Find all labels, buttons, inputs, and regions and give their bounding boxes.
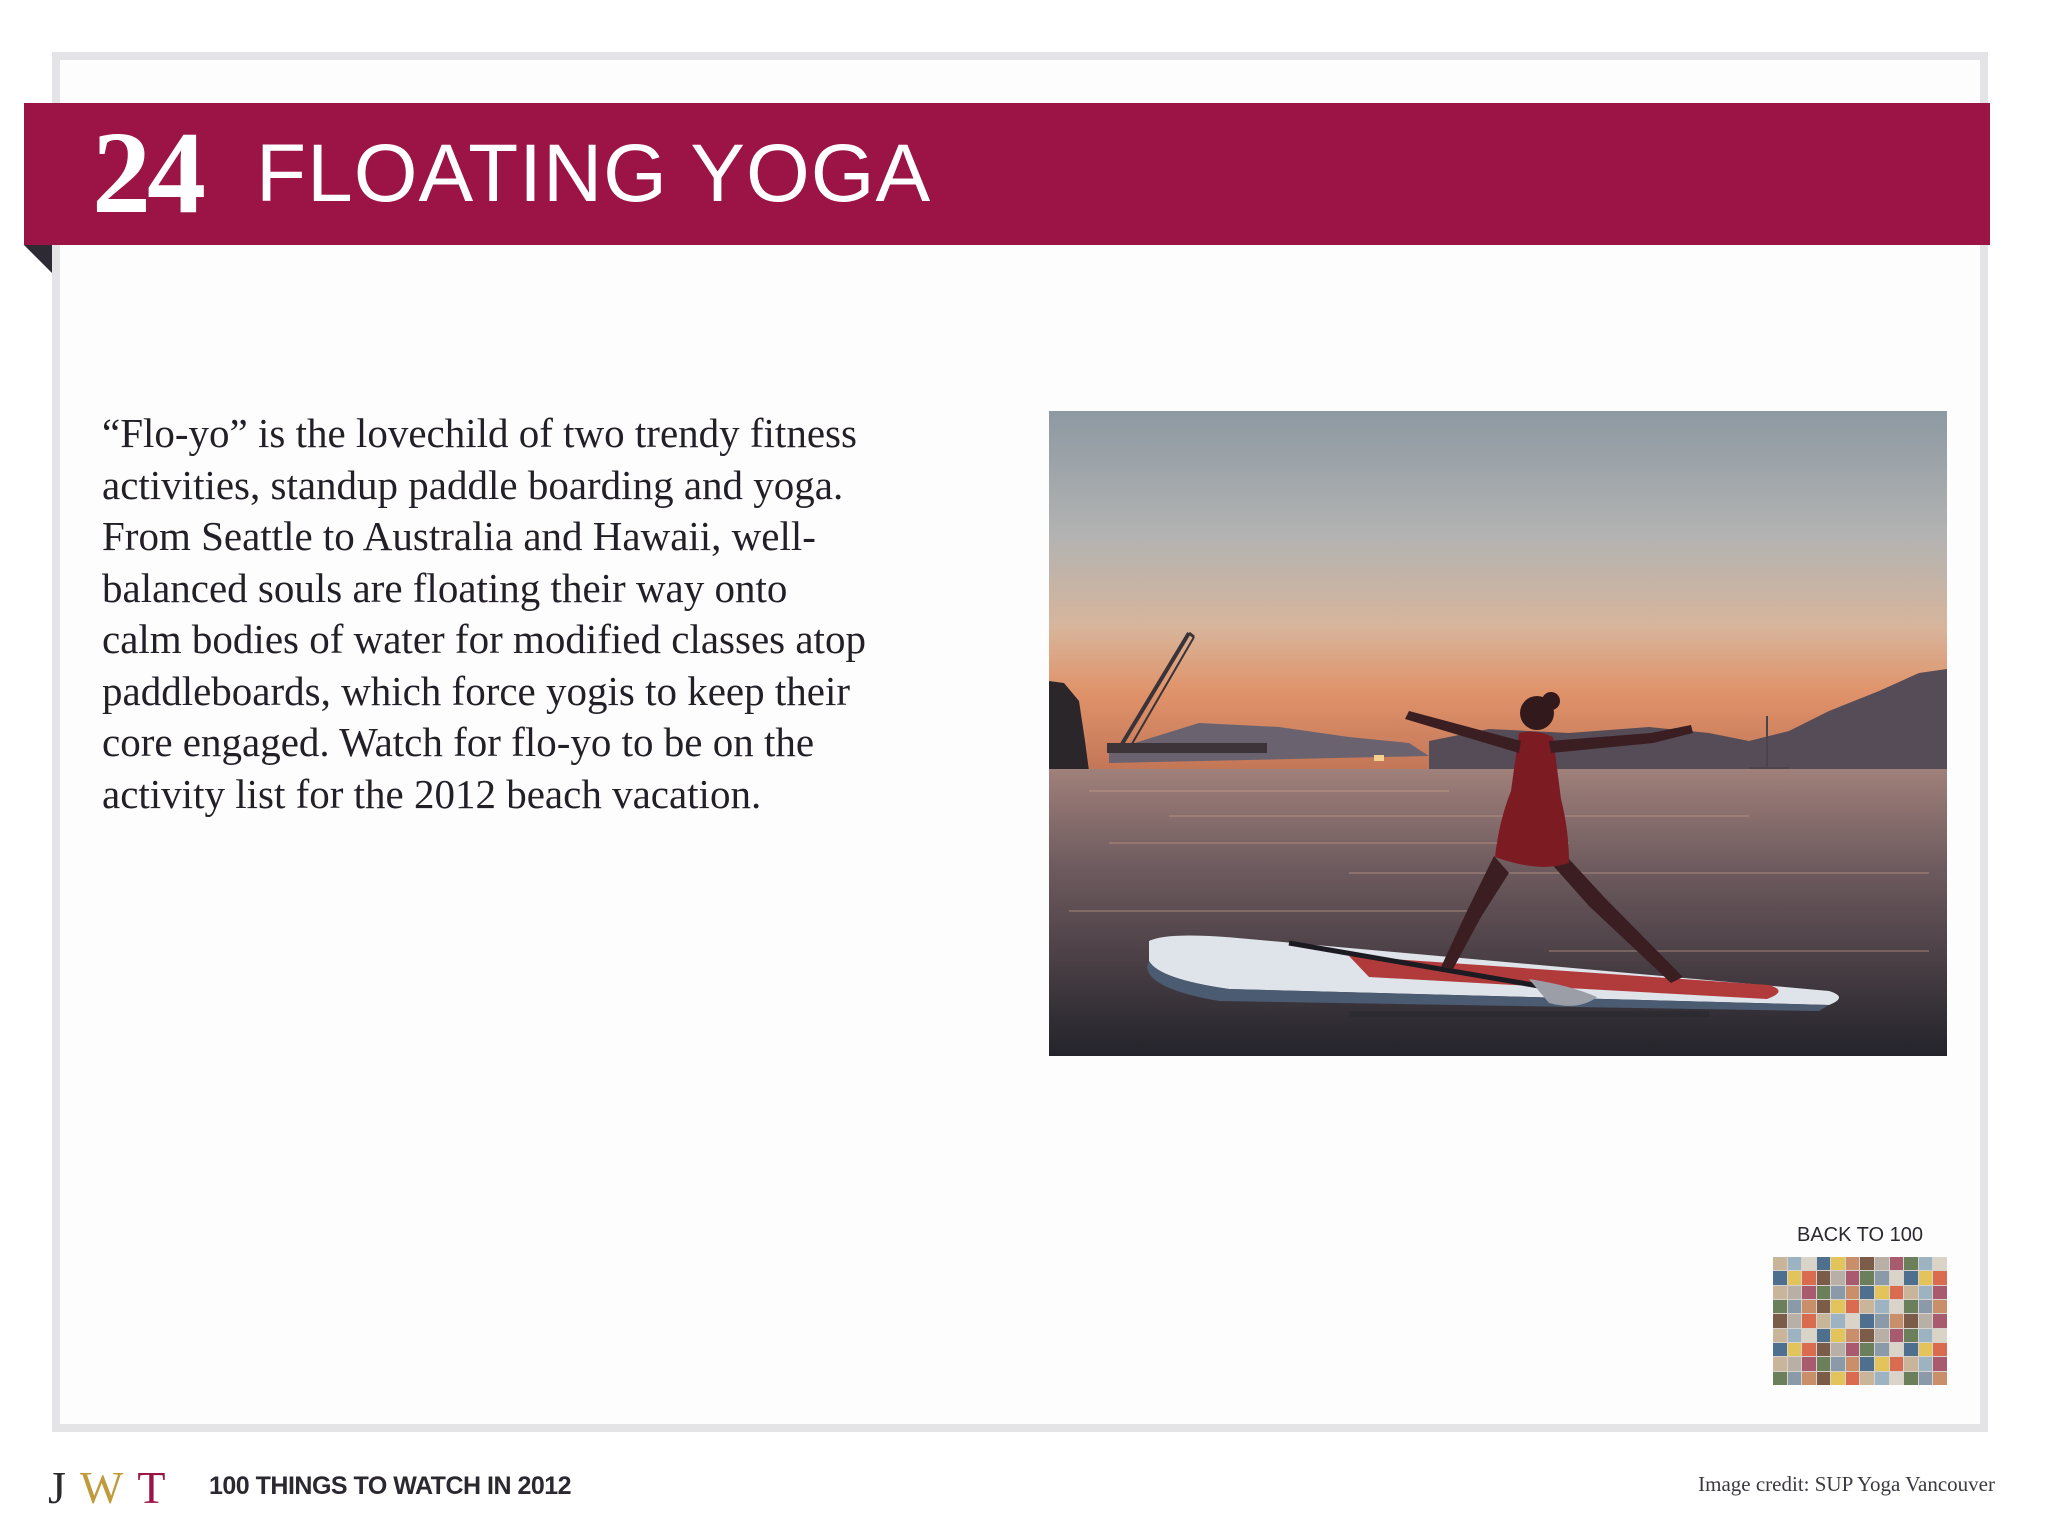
mosaic-tile — [1788, 1329, 1802, 1342]
mosaic-tile — [1933, 1343, 1947, 1356]
mosaic-tile — [1817, 1300, 1831, 1313]
jwt-logo — [48, 1462, 179, 1514]
mosaic-tile — [1846, 1329, 1860, 1342]
mosaic-tile — [1933, 1300, 1947, 1313]
mosaic-tile — [1919, 1314, 1933, 1327]
mosaic-tile — [1817, 1343, 1831, 1356]
mosaic-tile — [1773, 1300, 1787, 1313]
mosaic-tile — [1919, 1300, 1933, 1313]
mosaic-tile — [1846, 1314, 1860, 1327]
item-number: 24 — [92, 107, 202, 238]
back-to-100-link[interactable]: BACK TO 100 — [1797, 1224, 1923, 1246]
mosaic-tile — [1904, 1271, 1918, 1284]
mosaic-tile — [1890, 1271, 1904, 1284]
mosaic-tile — [1846, 1257, 1860, 1270]
mosaic-tile — [1846, 1271, 1860, 1284]
mosaic-tile — [1817, 1357, 1831, 1370]
mosaic-tile — [1919, 1343, 1933, 1356]
mosaic-tile — [1890, 1357, 1904, 1370]
mosaic-tile — [1802, 1300, 1816, 1313]
mosaic-tile — [1831, 1271, 1845, 1284]
mosaic-tile — [1831, 1300, 1845, 1313]
mosaic-tile — [1919, 1372, 1933, 1385]
mosaic-tile — [1831, 1257, 1845, 1270]
mosaic-tile — [1802, 1286, 1816, 1299]
mosaic-tile — [1817, 1286, 1831, 1299]
paragraph-line: balanced souls are floating their way onto — [102, 564, 788, 611]
mosaic-tile — [1904, 1329, 1918, 1342]
mosaic-tile — [1773, 1271, 1787, 1284]
mosaic-tile — [1846, 1300, 1860, 1313]
floating-yoga-photo — [1049, 411, 1947, 1056]
mosaic-tile — [1802, 1314, 1816, 1327]
mosaic-tile — [1788, 1372, 1802, 1385]
mosaic-tile — [1875, 1314, 1889, 1327]
mosaic-tile — [1773, 1314, 1787, 1327]
mosaic-tile — [1773, 1343, 1787, 1356]
mosaic-tile — [1773, 1257, 1787, 1270]
paragraph-line: From Seattle to Australia and Hawaii, well- — [102, 513, 816, 559]
mosaic-tile — [1846, 1343, 1860, 1356]
mosaic-tile — [1875, 1271, 1889, 1284]
mosaic-tile — [1802, 1357, 1816, 1370]
mosaic-tile — [1817, 1314, 1831, 1327]
mosaic-tile — [1904, 1343, 1918, 1356]
mosaic-tile — [1773, 1372, 1787, 1385]
logo-letter-w: W — [79, 1462, 138, 1513]
mosaic-tile — [1860, 1286, 1874, 1299]
mosaic-tile — [1875, 1286, 1889, 1299]
mosaic-tile — [1933, 1329, 1947, 1342]
mosaic-tile — [1802, 1257, 1816, 1270]
mosaic-tile — [1919, 1271, 1933, 1284]
paragraph-line: activities, standup paddle boarding and yoga. — [102, 461, 844, 508]
paragraph-line: core engaged. Watch for flo-yo to be on the — [102, 719, 815, 765]
mosaic-tile — [1860, 1357, 1874, 1370]
mosaic-tile — [1933, 1314, 1947, 1327]
mosaic-tile — [1831, 1372, 1845, 1385]
mosaic-tile — [1831, 1329, 1845, 1342]
mosaic-tile — [1904, 1286, 1918, 1299]
mosaic-tile — [1788, 1286, 1802, 1299]
series-title: 100 THINGS TO WATCH IN 2012 — [209, 1472, 572, 1500]
mosaic-tile — [1919, 1329, 1933, 1342]
mosaic-tile — [1860, 1300, 1874, 1313]
mosaic-tile — [1802, 1271, 1816, 1284]
mosaic-tile — [1860, 1271, 1874, 1284]
mosaic-tile — [1773, 1286, 1787, 1299]
paragraph-line: calm bodies of water for modified classes atop — [102, 616, 866, 662]
mosaic-tile — [1860, 1314, 1874, 1327]
mosaic-tile — [1933, 1372, 1947, 1385]
mosaic-tile — [1933, 1286, 1947, 1299]
mosaic-tile — [1846, 1286, 1860, 1299]
mosaic-tile — [1846, 1357, 1860, 1370]
mosaic-tile — [1860, 1329, 1874, 1342]
mosaic-tile — [1802, 1372, 1816, 1385]
mosaic-tile — [1875, 1329, 1889, 1342]
mosaic-grid-icon[interactable] — [1773, 1257, 1947, 1385]
mosaic-tile — [1890, 1329, 1904, 1342]
mosaic-tile — [1904, 1314, 1918, 1327]
mosaic-tile — [1788, 1343, 1802, 1356]
paragraph-line: “Flo-yo” is the lovechild of two trendy fitness — [102, 410, 857, 456]
body-paragraph — [102, 408, 1002, 820]
mosaic-tile — [1890, 1257, 1904, 1270]
mosaic-tile — [1817, 1372, 1831, 1385]
mosaic-tile — [1788, 1300, 1802, 1313]
mosaic-tile — [1890, 1286, 1904, 1299]
mosaic-tile — [1817, 1271, 1831, 1284]
mosaic-tile — [1831, 1286, 1845, 1299]
mosaic-tile — [1919, 1357, 1933, 1370]
mosaic-tile — [1817, 1329, 1831, 1342]
mosaic-tile — [1831, 1343, 1845, 1356]
mosaic-tile — [1788, 1357, 1802, 1370]
mosaic-tile — [1860, 1343, 1874, 1356]
mosaic-tile — [1904, 1357, 1918, 1370]
mosaic-tile — [1904, 1300, 1918, 1313]
paragraph-line: paddleboards, which force yogis to keep their — [102, 667, 851, 714]
mosaic-tile — [1788, 1271, 1802, 1284]
banner-fold — [24, 245, 52, 273]
mosaic-tile — [1831, 1357, 1845, 1370]
mosaic-tile — [1860, 1257, 1874, 1270]
mosaic-tile — [1846, 1372, 1860, 1385]
page-title: FLOATING YOGA — [256, 128, 932, 219]
mosaic-tile — [1875, 1357, 1889, 1370]
mosaic-tile — [1788, 1314, 1802, 1327]
logo-letter-t: T — [137, 1462, 180, 1513]
mosaic-tile — [1933, 1257, 1947, 1270]
mosaic-tile — [1802, 1343, 1816, 1356]
mosaic-tile — [1817, 1257, 1831, 1270]
mosaic-tile — [1933, 1357, 1947, 1370]
mosaic-tile — [1875, 1257, 1889, 1270]
mosaic-tile — [1860, 1372, 1874, 1385]
mosaic-tile — [1773, 1329, 1787, 1342]
mosaic-tile — [1904, 1372, 1918, 1385]
mosaic-tile — [1904, 1257, 1918, 1270]
mosaic-tile — [1890, 1300, 1904, 1313]
logo-letter-j: J — [48, 1462, 80, 1513]
mosaic-tile — [1933, 1271, 1947, 1284]
mosaic-tile — [1875, 1372, 1889, 1385]
image-credit: Image credit: SUP Yoga Vancouver — [1698, 1472, 1995, 1496]
mosaic-tile — [1802, 1329, 1816, 1342]
mosaic-tile — [1875, 1300, 1889, 1313]
mosaic-tile — [1788, 1257, 1802, 1270]
paragraph-line: activity list for the 2012 beach vacation. — [102, 770, 762, 817]
mosaic-tile — [1890, 1372, 1904, 1385]
mosaic-tile — [1875, 1343, 1889, 1356]
mosaic-tile — [1890, 1314, 1904, 1327]
mosaic-tile — [1773, 1357, 1787, 1370]
mosaic-tile — [1919, 1286, 1933, 1299]
mosaic-tile — [1890, 1343, 1904, 1356]
mosaic-tile — [1919, 1257, 1933, 1270]
mosaic-tile — [1831, 1314, 1845, 1327]
